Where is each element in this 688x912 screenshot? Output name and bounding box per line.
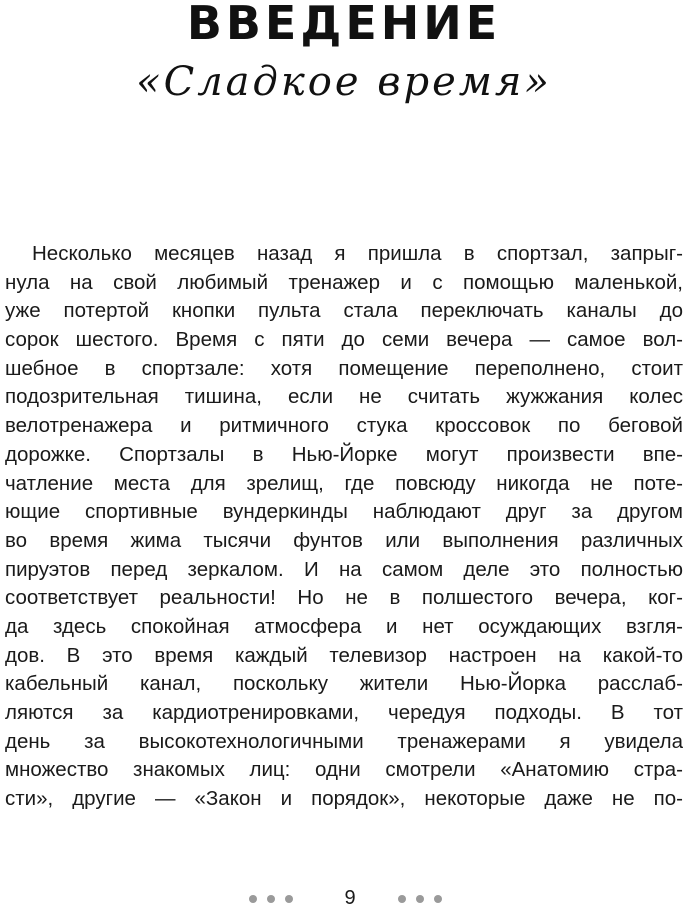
text-line: подозрительная тишина, если не считать жужжания колес: [5, 385, 683, 409]
text-line: день за высокотехнологичными тренажерами я увидела: [5, 729, 683, 753]
text-line: нула на свой любимый тренажер и с помощью маленькой,: [5, 270, 683, 294]
dot-icon: [249, 895, 257, 903]
text-line: Несколько месяцев назад я пришла в спортзал, запрыг-: [32, 242, 683, 265]
chapter-subtitle: «Сладкое время»: [136, 59, 552, 105]
text-line: соответствует реальности! Но не в полшестого вечера, ког-: [5, 586, 683, 610]
dot-icon: [285, 895, 293, 903]
text-line: уже потертой кнопки пульта стала переключать каналы до: [5, 299, 683, 323]
text-line: сти», другие — «Закон и порядок», некоторые даже не по-: [5, 787, 683, 811]
page-footer: [0, 884, 688, 912]
text-line: ющие спортивные вундеркинды наблюдают друг за другом: [5, 500, 683, 524]
body-text: [5, 240, 683, 814]
dot-icon: [434, 895, 442, 903]
text-line: да здесь спокойная атмосфера и нет осуждающих взгля-: [5, 614, 683, 638]
text-line: дорожке. Спортзалы в Нью-Йорке могут произвести впе-: [5, 442, 683, 466]
text-line: сорок шестого. Время с пяти до семи вечера — самое вол-: [5, 328, 683, 352]
chapter-title: ВВЕДЕНИЕ: [186, 0, 502, 50]
dot-icon: [398, 895, 406, 903]
text-line: дов. В это время каждый телевизор настроен на какой-то: [5, 643, 683, 667]
dot-icon: [416, 895, 424, 903]
text-line: ляются за кардиотренировками, чередуя подходы. В тот: [5, 701, 683, 724]
text-line: чатление места для зрелищ, где повсюду никогда не поте-: [5, 471, 683, 495]
page-number: 9: [344, 887, 356, 909]
text-line: шебное в спортзале: хотя помещение переполнено, стоит: [5, 356, 683, 380]
text-line: во время жима тысячи фунтов или выполнения различных: [5, 528, 683, 552]
text-line: велотренажера и ритмичного стука кроссовок по беговой: [5, 414, 683, 438]
decorative-dots-left: [249, 895, 293, 903]
text-line: множество знакомых лиц: одни смотрели «Анатомию стра-: [5, 758, 683, 782]
text-line: кабельный канал, поскольку жители Нью-Йорка расслаб-: [5, 672, 683, 696]
decorative-dots-right: [398, 895, 442, 903]
text-line: пируэтов перед зеркалом. И на самом деле это полностью: [5, 557, 683, 581]
dot-icon: [267, 895, 275, 903]
